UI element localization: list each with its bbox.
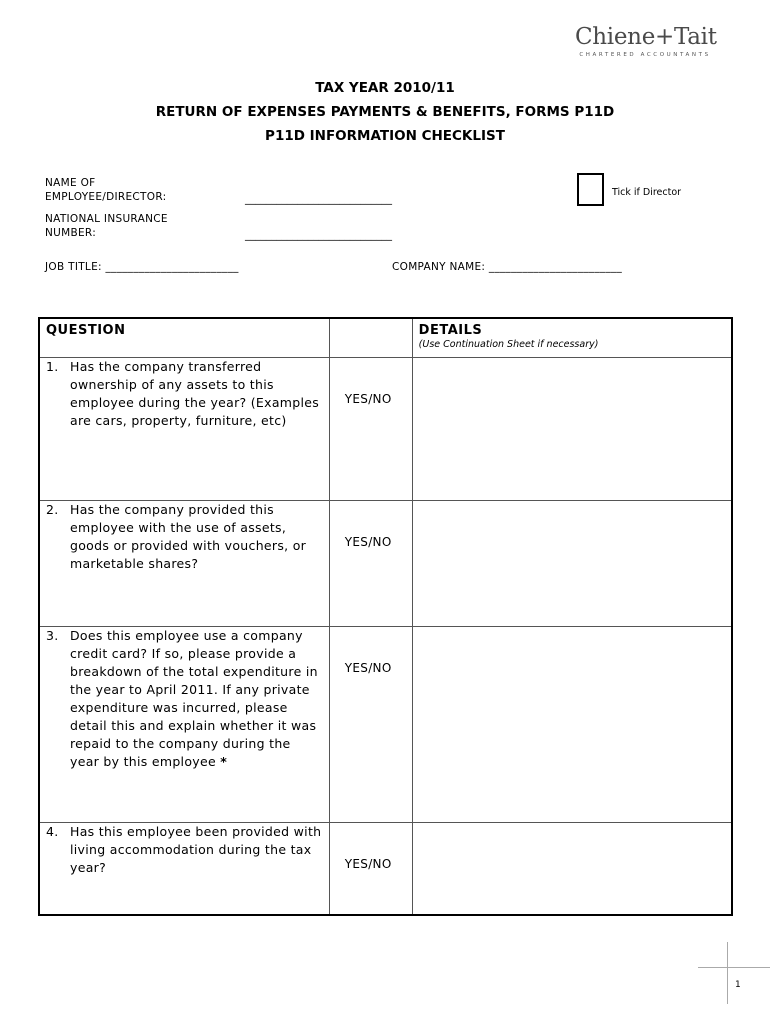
job-title-field[interactable]: JOB TITLE: ________________________ — [45, 261, 239, 273]
table-row — [39, 357, 732, 500]
logo-name: Chiene+Tait — [575, 24, 717, 50]
name-field[interactable]: ____________________________ — [245, 193, 392, 205]
page-number: 1 — [735, 980, 741, 990]
title-checklist: P11D INFORMATION CHECKLIST — [265, 128, 505, 144]
question-cell: 1. Has the company transferred ownership of any assets to this employee during the year? (Examples are cars, property, furniture, etc) — [39, 357, 329, 500]
yes-no-cell[interactable]: YES/NO — [329, 626, 412, 822]
question-cell: 2. Has the company provided this employee with the use of assets, goods or provided with vouchers, or marketable shares? — [39, 500, 329, 626]
table-header-row — [39, 318, 732, 357]
details-cell[interactable] — [412, 357, 732, 500]
details-cell[interactable] — [412, 500, 732, 626]
yes-no-cell[interactable]: YES/NO — [329, 500, 412, 626]
question-header: QUESTION — [39, 318, 329, 357]
title-return: RETURN OF EXPENSES PAYMENTS & BENEFITS, FORMS P11D — [155, 104, 615, 120]
question-cell: 3. Does this employee use a company credit card? If so, please provide a breakdown of the total expenditure in the year to April 2011. If any private expenditure was incurred, please detail this and explain whether it was repaid to the company during the year by this employee * — [39, 626, 329, 822]
yes-no-cell[interactable]: YES/NO — [329, 357, 412, 500]
ni-field[interactable]: ____________________________ — [245, 229, 392, 241]
title-tax-year: TAX YEAR 2010/11 — [315, 80, 455, 96]
director-checkbox[interactable] — [577, 173, 604, 206]
checklist-table — [38, 317, 733, 916]
table-row — [39, 822, 732, 915]
table-row — [39, 500, 732, 626]
table-row — [39, 626, 732, 822]
company-name-field[interactable]: COMPANY NAME: ________________________ — [392, 261, 623, 273]
name-label: NAME OF EMPLOYEE/DIRECTOR: — [45, 177, 167, 203]
director-checkbox-label: Tick if Director — [612, 187, 682, 198]
ni-label: NATIONAL INSURANCE NUMBER: — [45, 213, 168, 239]
details-cell[interactable] — [412, 626, 732, 822]
details-header: DETAILS (Use Continuation Sheet if necessary) — [412, 318, 732, 357]
question-cell: 4. Has this employee been provided with living accommodation during the tax year? — [39, 822, 329, 915]
answer-header — [329, 318, 412, 357]
logo-tagline: CHARTERED ACCOUNTANTS — [579, 52, 711, 58]
crop-mark-horizontal — [698, 967, 770, 968]
yes-no-cell[interactable]: YES/NO — [329, 822, 412, 915]
company-logo — [575, 24, 715, 58]
details-cell[interactable] — [412, 822, 732, 915]
crop-mark-vertical — [727, 942, 728, 1004]
